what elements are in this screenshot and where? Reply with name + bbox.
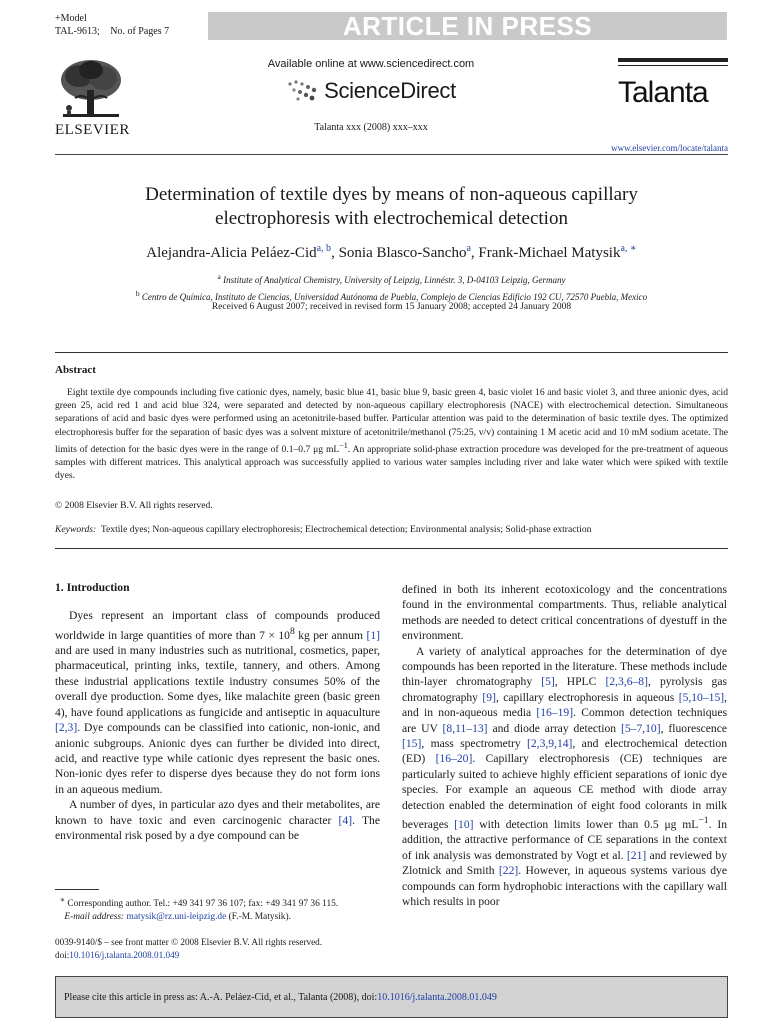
doi-label: doi: (55, 950, 70, 960)
footnote-rule (55, 889, 99, 890)
sciencedirect-name: ScienceDirect (324, 78, 456, 103)
model-label: +Model (55, 13, 87, 24)
elsevier-tree-icon (55, 58, 127, 120)
abstract-body (55, 386, 728, 483)
reference-link[interactable]: [2,3] (55, 721, 78, 735)
reference-link[interactable]: [8,11–13] (442, 721, 488, 735)
author-name: Alejandra-Alicia Peláez-Cid (146, 245, 317, 261)
reference-link[interactable]: [22] (498, 864, 519, 878)
keywords-text: Textile dyes; Non-aqueous capillary electrophoresis; Electrochemical detection; Environmental analysis; Solid-phase extraction (100, 524, 592, 535)
journal-masthead (618, 58, 728, 118)
doc-code: TAL-9613; (55, 26, 100, 37)
author-name: Frank-Michael Matysik (478, 245, 621, 261)
manuscript-meta (55, 12, 177, 38)
author-affil-link[interactable]: a (466, 243, 471, 254)
reference-link[interactable]: [4] (338, 813, 353, 827)
affiliation-item (55, 270, 728, 287)
citation-text: Please cite this article in press as: A.-A. Peláez-Cid, et al., Talanta (2008), doi: (64, 992, 378, 1003)
keywords (55, 524, 728, 535)
paragraph: A variety of analytical approaches for the determination of dye compounds has been reported in the literature. These methods include thin-layer chromatography [5], HPLC [2,3,6–8], pyrolysis gas chromatography [9], capillary electrophoresis in aqueous [5,10–15], and in non-aqueous media [16–19]. Common detection techniques are UV [8,11–13] and diode array detection [5–7,10], fluorescence [15], mass spectrometry [2,3,9,14], and electrochemical detection (ED) [16–20]. Capillary electrophoresis (CE) techniques are particularly suited to achieve highly efficient separations of ionic dye species. For example an aqueous CE method with diode array detection enabled the determination of eight food colorants in milk beverages [10] with detection limits lower than 0.5 μg $mL^{-1}$. In addition, the attractive performance of CE separations in the context of ink analysis was demonstrated by Vogt et al. [21] and reviewed by Zlotnick and Smith [22]. However, in aqueous systems various dye compounds can form hydrophobic interactions with the capillary wall which results in poor (402, 644, 728, 908)
reference-link[interactable]: [15] (402, 737, 422, 751)
page-count: No. of Pages 7 (110, 26, 170, 37)
reference-link[interactable]: [5–7,10] (620, 721, 661, 735)
reference-link[interactable]: [5,10–15] (678, 690, 725, 704)
header-divider (55, 154, 728, 155)
reference-link[interactable]: [9] (482, 690, 496, 704)
author-name: Sonia Blasco-Sancho (338, 245, 467, 261)
author-affil-link[interactable]: a, b (316, 243, 332, 254)
abstract-heading: Abstract (55, 364, 96, 376)
email-link[interactable]: matysik@rz.uni-leipzig.de (126, 912, 227, 923)
doi-link[interactable]: 10.1016/j.talanta.2008.01.049 (69, 950, 180, 960)
body-column-right (402, 582, 727, 909)
title-line-1: Determination of textile dyes by means of non-aqueous capillary (145, 184, 638, 205)
footnote-marker: ∗ (59, 895, 66, 904)
journal-citation: Talanta xxx (2008) xxx–xxx (314, 122, 428, 133)
reference-link[interactable]: [2,3,6–8] (605, 675, 648, 689)
citation-notice-box (55, 976, 728, 1018)
article-in-press-banner: ARTICLE IN PRESS (208, 12, 727, 40)
abstract-unit-exponent: −1 (339, 440, 348, 450)
sciencedirect-block (240, 58, 502, 133)
article-title (55, 183, 728, 231)
issn-line: 0039-9140/$ – see front matter © 2008 Elsevier B.V. All rights reserved. (55, 937, 323, 947)
body-column-left (55, 580, 380, 843)
reference-link[interactable]: [16–19] (536, 706, 574, 720)
reference-link[interactable]: [10] (454, 817, 474, 831)
journal-url-link[interactable]: www.elsevier.com/locate/talanta (611, 143, 728, 153)
reference-link[interactable]: [16–20] (435, 752, 473, 766)
reference-link[interactable]: [2,3,9,14] (527, 737, 573, 751)
abstract-unit: μg mL (313, 444, 340, 455)
publisher-name: ELSEVIER (55, 122, 130, 138)
corresponding-author-footnote (55, 893, 385, 924)
affiliation-marker: b (135, 289, 140, 298)
affiliation-marker: a (217, 272, 221, 281)
reference-link[interactable]: [21] (626, 848, 647, 862)
masthead-rule (618, 58, 728, 62)
keywords-label: Keywords: (55, 524, 97, 535)
email-suffix: (F.-M. Matysik). (226, 912, 291, 923)
footnote-text: Corresponding author. Tel.: +49 341 97 36 107; fax: +49 341 97 36 115. (67, 899, 339, 910)
abstract-text: Eight textile dye compounds including five cationic dyes, namely, basic blue 41, basic blue 9, basic green 4, basic violet 16 and basic violet 3, and three anionic dyes, acid green 25, acid red 1 and acid blue 324, were separated and detected by non-aqueous capillary electrophoresis (NACE) with electrochemical detection. Simultaneous separations of acid and basic dyes were performed using an acetonitrile-based buffer. Particular attention was paid to the determination of basic textile dyes. The optimized electrophoresis buffer for the separation of basic dyes was a solvent mixture of acetonitrile/methanol (75:25, v/v) containing 1 M acetic acid and 10 mM sodium acetate. The limits of detection for the basic dyes were in the range of 0.1–0.7 (55, 387, 728, 455)
available-online: Available online at www.sciencedirect.com (267, 58, 475, 70)
section-heading: 1. Introduction (55, 581, 130, 594)
paragraph: Dyes represent an important class of compounds produced worldwide in large quantities of more than $7 \times 10^8$ kg per annum [1] and are used in many industries such as nutritional, cosmetics, paper, pharmaceutical, printing inks, textile, tannery, and others. Among these industrial applications textile industry consumes 50% of the overall dye production. Some dyes, like malachite green (basic green 4), have found applications as fungicide and antiseptic in aquaculture [2,3]. Dye compounds can be classified into cationic, non-ionic, and anionic subgroups. Anionic dyes can further be divided into direct, acid, and reactive type while cationic dyes represent the basic ones. Non-ionic dyes refer to disperse dyes because they do not form ions in an aqueous medium. (55, 609, 380, 796)
sciencedirect-dots-icon (286, 78, 322, 104)
title-line-2: electrophoresis with electrochemical detection (215, 208, 568, 229)
elsevier-logo (55, 58, 130, 139)
author-affil-link[interactable]: a, ∗ (620, 243, 637, 254)
received-dates: Received 6 August 2007; received in revised form 15 January 2008; accepted 24 January 2008 (211, 302, 572, 312)
abstract-text: . An appropriate solid-phase extraction procedure was developed for the pre-treatment of aqueous samples with different matrices. This analytical approach was successfully applied to various water samples including river and lake water which were spiked with textile dyes. (55, 444, 729, 482)
citation-doi-link[interactable]: 10.1016/j.talanta.2008.01.049 (377, 992, 497, 1003)
paragraph: defined in both its inherent ecotoxicology and the concentrations found in the environmental compartments. Thus, reliable analytical methods are needed to detect critical concentrations of dyestuff in the environment. (402, 583, 727, 643)
email-label: E-mail address: (64, 912, 125, 923)
reference-link[interactable]: [1] (366, 628, 380, 642)
masthead-rule-thin (618, 65, 728, 66)
front-matter-info (55, 936, 385, 962)
reference-link[interactable]: [5] (541, 675, 555, 689)
journal-name: Talanta (618, 76, 708, 109)
affiliation-text: Centro de Química, Instituto de Ciencias, Universidad Autónoma de Puebla, Complejo de Ciencias Edificio 192 CU, 72570 Puebla, Mexico (141, 292, 648, 302)
affiliation-text: Institute of Analytical Chemistry, University of Leipzig, Linnéstr. 3, D-04103 Leipzig, Germany (223, 275, 566, 285)
sciencedirect-logo (240, 74, 502, 108)
affiliations (55, 270, 728, 304)
copyright-notice: © 2008 Elsevier B.V. All rights reserved. (55, 500, 213, 511)
paragraph: A number of dyes, in particular azo dyes and their metabolites, are known to have toxic and even carcinogenic character [4]. The environmental risk posed by a dye compound can be (55, 798, 380, 842)
author-list: Alejandra-Alicia Peláez-Cid$^{a, b}$, Sonia Blasco-Sancho$^a$, Frank-Michael Matysik$^{a, ∗}$ (146, 243, 637, 261)
abstract-bottom-rule (55, 548, 728, 549)
abstract-top-rule (55, 352, 728, 353)
